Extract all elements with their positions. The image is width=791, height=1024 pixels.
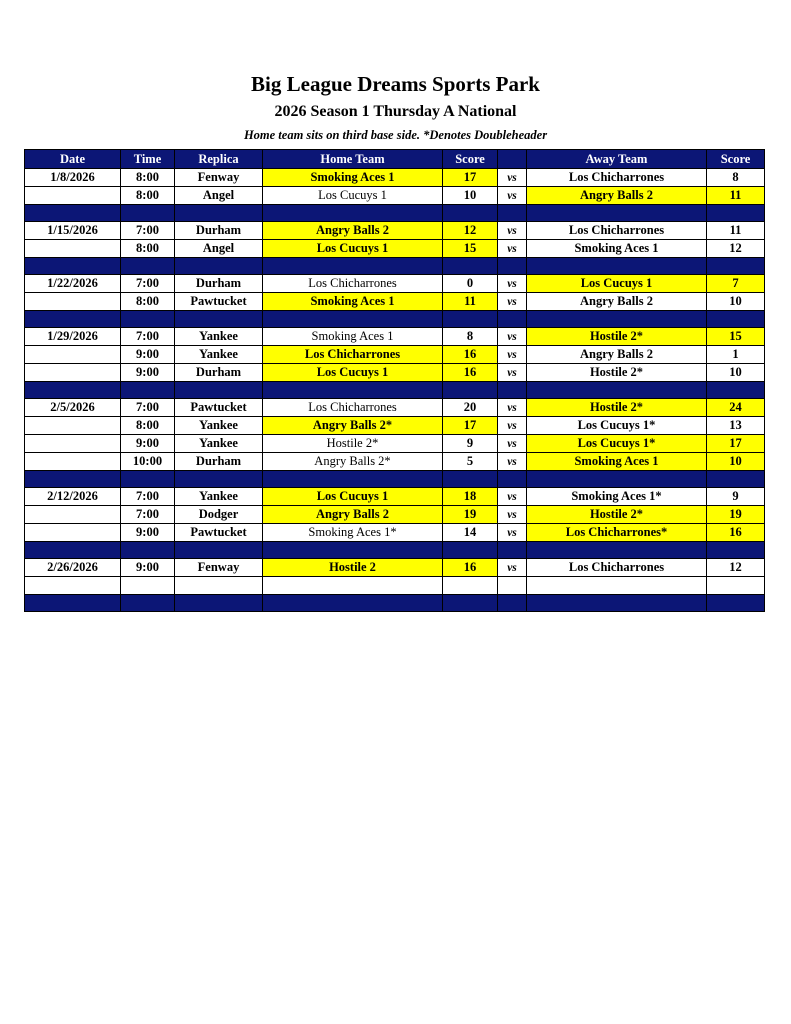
vs-cell <box>498 577 527 595</box>
home-score-cell: 12 <box>443 222 498 240</box>
separator-cell <box>443 595 498 612</box>
away-team-cell: Los Chicharrones* <box>527 524 707 542</box>
separator-cell <box>498 471 527 488</box>
separator-cell <box>527 382 707 399</box>
home-team-cell: Hostile 2 <box>263 559 443 577</box>
separator-cell <box>263 471 443 488</box>
separator-cell <box>443 258 498 275</box>
home-score-cell: 16 <box>443 346 498 364</box>
away-score-cell: 7 <box>707 275 765 293</box>
schedule-table <box>24 149 765 612</box>
time-cell: 9:00 <box>121 435 175 453</box>
vs-cell: vs <box>498 187 527 205</box>
away-score-cell: 16 <box>707 524 765 542</box>
home-team-cell: Los Cucuys 1 <box>263 364 443 382</box>
separator-cell <box>263 311 443 328</box>
home-team-cell: Los Cucuys 1 <box>263 488 443 506</box>
away-team-cell: Hostile 2* <box>527 506 707 524</box>
away-team-cell <box>527 577 707 595</box>
column-header-replica: Replica <box>175 150 263 169</box>
time-cell: 10:00 <box>121 453 175 471</box>
away-team-cell: Hostile 2* <box>527 399 707 417</box>
separator-cell <box>25 542 121 559</box>
home-team-cell: Angry Balls 2* <box>263 453 443 471</box>
home-score-cell: 9 <box>443 435 498 453</box>
table-row <box>25 169 765 187</box>
replica-cell: Durham <box>175 364 263 382</box>
away-score-cell: 24 <box>707 399 765 417</box>
away-score-cell: 10 <box>707 293 765 311</box>
separator-cell <box>175 311 263 328</box>
table-row <box>25 328 765 346</box>
separator-cell <box>498 595 527 612</box>
home-score-cell: 5 <box>443 453 498 471</box>
replica-cell: Pawtucket <box>175 524 263 542</box>
week-separator-row <box>25 382 765 399</box>
table-row <box>25 346 765 364</box>
replica-cell: Durham <box>175 275 263 293</box>
time-cell: 7:00 <box>121 328 175 346</box>
home-score-cell: 8 <box>443 328 498 346</box>
separator-cell <box>707 595 765 612</box>
home-score-cell: 20 <box>443 399 498 417</box>
separator-cell <box>121 258 175 275</box>
column-header-date: Date <box>25 150 121 169</box>
home-score-cell: 11 <box>443 293 498 311</box>
separator-cell <box>498 382 527 399</box>
separator-cell <box>527 311 707 328</box>
date-cell <box>25 293 121 311</box>
separator-cell <box>707 471 765 488</box>
table-row <box>25 399 765 417</box>
table-row <box>25 187 765 205</box>
separator-cell <box>263 205 443 222</box>
away-team-cell: Smoking Aces 1* <box>527 488 707 506</box>
separator-cell <box>175 258 263 275</box>
home-team-cell: Hostile 2* <box>263 435 443 453</box>
replica-cell: Fenway <box>175 559 263 577</box>
vs-cell: vs <box>498 346 527 364</box>
separator-cell <box>527 542 707 559</box>
separator-cell <box>498 258 527 275</box>
separator-cell <box>175 595 263 612</box>
date-cell: 1/15/2026 <box>25 222 121 240</box>
week-separator-row <box>25 595 765 612</box>
replica-cell: Fenway <box>175 169 263 187</box>
separator-cell <box>443 471 498 488</box>
separator-cell <box>707 205 765 222</box>
date-cell <box>25 346 121 364</box>
away-team-cell: Angry Balls 2 <box>527 346 707 364</box>
separator-cell <box>25 258 121 275</box>
away-team-cell: Los Chicharrones <box>527 169 707 187</box>
time-cell: 8:00 <box>121 417 175 435</box>
away-team-cell: Los Chicharrones <box>527 222 707 240</box>
away-team-cell: Los Cucuys 1 <box>527 275 707 293</box>
replica-cell: Yankee <box>175 417 263 435</box>
time-cell: 8:00 <box>121 293 175 311</box>
date-cell: 2/26/2026 <box>25 559 121 577</box>
vs-cell: vs <box>498 328 527 346</box>
home-team-cell: Smoking Aces 1* <box>263 524 443 542</box>
away-score-cell: 11 <box>707 187 765 205</box>
date-cell: 1/29/2026 <box>25 328 121 346</box>
separator-cell <box>263 542 443 559</box>
table-row <box>25 417 765 435</box>
separator-cell <box>443 542 498 559</box>
home-team-cell: Los Chicharrones <box>263 346 443 364</box>
away-team-cell: Hostile 2* <box>527 364 707 382</box>
home-team-cell: Smoking Aces 1 <box>263 293 443 311</box>
away-score-cell: 12 <box>707 559 765 577</box>
time-cell: 7:00 <box>121 275 175 293</box>
table-row <box>25 506 765 524</box>
column-header-away-team: Away Team <box>527 150 707 169</box>
home-team-cell: Angry Balls 2 <box>263 506 443 524</box>
separator-cell <box>121 542 175 559</box>
vs-cell: vs <box>498 435 527 453</box>
separator-cell <box>498 205 527 222</box>
column-header-vs <box>498 150 527 169</box>
away-score-cell: 9 <box>707 488 765 506</box>
away-team-cell: Los Cucuys 1* <box>527 435 707 453</box>
home-score-cell: 15 <box>443 240 498 258</box>
away-score-cell: 10 <box>707 364 765 382</box>
table-row <box>25 435 765 453</box>
schedule-note: Home team sits on third base side. *Denotes Doubleheader <box>243 128 548 142</box>
date-cell: 1/8/2026 <box>25 169 121 187</box>
separator-cell <box>707 382 765 399</box>
table-header-row <box>25 150 765 169</box>
separator-cell <box>25 205 121 222</box>
week-separator-row <box>25 311 765 328</box>
away-team-cell: Angry Balls 2 <box>527 187 707 205</box>
column-header-time: Time <box>121 150 175 169</box>
separator-cell <box>443 205 498 222</box>
table-row <box>25 453 765 471</box>
separator-cell <box>443 311 498 328</box>
home-score-cell: 14 <box>443 524 498 542</box>
home-team-cell: Angry Balls 2* <box>263 417 443 435</box>
away-team-cell: Smoking Aces 1 <box>527 453 707 471</box>
home-score-cell: 17 <box>443 417 498 435</box>
replica-cell: Pawtucket <box>175 293 263 311</box>
replica-cell: Dodger <box>175 506 263 524</box>
column-header-away-score: Score <box>707 150 765 169</box>
table-row <box>25 364 765 382</box>
separator-cell <box>527 471 707 488</box>
away-score-cell: 10 <box>707 453 765 471</box>
home-team-cell <box>263 577 443 595</box>
time-cell <box>121 577 175 595</box>
vs-cell: vs <box>498 293 527 311</box>
home-score-cell: 16 <box>443 364 498 382</box>
replica-cell <box>175 577 263 595</box>
separator-cell <box>263 382 443 399</box>
separator-cell <box>263 595 443 612</box>
date-cell <box>25 453 121 471</box>
away-team-cell: Los Chicharrones <box>527 559 707 577</box>
separator-cell <box>527 595 707 612</box>
time-cell: 7:00 <box>121 399 175 417</box>
time-cell: 9:00 <box>121 524 175 542</box>
separator-cell <box>25 595 121 612</box>
table-row <box>25 577 765 595</box>
vs-cell: vs <box>498 222 527 240</box>
time-cell: 9:00 <box>121 364 175 382</box>
home-score-cell: 10 <box>443 187 498 205</box>
replica-cell: Angel <box>175 187 263 205</box>
week-separator-row <box>25 258 765 275</box>
away-score-cell: 1 <box>707 346 765 364</box>
vs-cell: vs <box>498 417 527 435</box>
table-row <box>25 222 765 240</box>
replica-cell: Yankee <box>175 435 263 453</box>
away-team-cell: Hostile 2* <box>527 328 707 346</box>
table-row <box>25 240 765 258</box>
separator-cell <box>175 471 263 488</box>
separator-cell <box>121 471 175 488</box>
away-score-cell: 11 <box>707 222 765 240</box>
separator-cell <box>25 311 121 328</box>
vs-cell: vs <box>498 364 527 382</box>
table-row <box>25 559 765 577</box>
replica-cell: Angel <box>175 240 263 258</box>
separator-cell <box>443 382 498 399</box>
time-cell: 7:00 <box>121 506 175 524</box>
replica-cell: Durham <box>175 222 263 240</box>
separator-cell <box>121 595 175 612</box>
date-cell <box>25 417 121 435</box>
separator-cell <box>175 205 263 222</box>
away-score-cell: 12 <box>707 240 765 258</box>
replica-cell: Pawtucket <box>175 399 263 417</box>
schedule-body <box>25 169 765 612</box>
time-cell: 9:00 <box>121 559 175 577</box>
separator-cell <box>707 311 765 328</box>
vs-cell: vs <box>498 559 527 577</box>
separator-cell <box>25 471 121 488</box>
week-separator-row <box>25 471 765 488</box>
time-cell: 9:00 <box>121 346 175 364</box>
away-score-cell: 17 <box>707 435 765 453</box>
separator-cell <box>263 258 443 275</box>
table-row <box>25 275 765 293</box>
separator-cell <box>707 542 765 559</box>
date-cell <box>25 577 121 595</box>
separator-cell <box>527 258 707 275</box>
date-cell: 2/5/2026 <box>25 399 121 417</box>
away-team-cell: Angry Balls 2 <box>527 293 707 311</box>
table-row <box>25 524 765 542</box>
time-cell: 8:00 <box>121 187 175 205</box>
vs-cell: vs <box>498 506 527 524</box>
separator-cell <box>175 542 263 559</box>
away-score-cell: 13 <box>707 417 765 435</box>
vs-cell: vs <box>498 399 527 417</box>
away-team-cell: Smoking Aces 1 <box>527 240 707 258</box>
home-team-cell: Angry Balls 2 <box>263 222 443 240</box>
week-separator-row <box>25 542 765 559</box>
time-cell: 8:00 <box>121 169 175 187</box>
away-score-cell: 15 <box>707 328 765 346</box>
date-cell: 2/12/2026 <box>25 488 121 506</box>
separator-cell <box>498 311 527 328</box>
vs-cell: vs <box>498 169 527 187</box>
vs-cell: vs <box>498 488 527 506</box>
table-row <box>25 293 765 311</box>
date-cell <box>25 240 121 258</box>
column-header-home-team: Home Team <box>263 150 443 169</box>
replica-cell: Yankee <box>175 346 263 364</box>
replica-cell: Yankee <box>175 328 263 346</box>
home-score-cell: 0 <box>443 275 498 293</box>
vs-cell: vs <box>498 275 527 293</box>
page-title: Big League Dreams Sports Park <box>251 72 540 96</box>
date-cell <box>25 364 121 382</box>
home-team-cell: Los Chicharrones <box>263 399 443 417</box>
date-cell <box>25 506 121 524</box>
home-team-cell: Smoking Aces 1 <box>263 328 443 346</box>
date-cell <box>25 524 121 542</box>
home-score-cell <box>443 577 498 595</box>
separator-cell <box>498 542 527 559</box>
home-score-cell: 19 <box>443 506 498 524</box>
replica-cell: Yankee <box>175 488 263 506</box>
separator-cell <box>121 311 175 328</box>
away-team-cell: Los Cucuys 1* <box>527 417 707 435</box>
vs-cell: vs <box>498 453 527 471</box>
separator-cell <box>527 205 707 222</box>
away-score-cell <box>707 577 765 595</box>
week-separator-row <box>25 205 765 222</box>
time-cell: 7:00 <box>121 488 175 506</box>
separator-cell <box>121 205 175 222</box>
separator-cell <box>121 382 175 399</box>
table-row <box>25 488 765 506</box>
vs-cell: vs <box>498 524 527 542</box>
page-subtitle: 2026 Season 1 Thursday A National <box>274 103 517 120</box>
home-score-cell: 16 <box>443 559 498 577</box>
separator-cell <box>175 382 263 399</box>
vs-cell: vs <box>498 240 527 258</box>
date-cell <box>25 187 121 205</box>
date-cell: 1/22/2026 <box>25 275 121 293</box>
time-cell: 7:00 <box>121 222 175 240</box>
column-header-home-score: Score <box>443 150 498 169</box>
separator-cell <box>25 382 121 399</box>
away-score-cell: 19 <box>707 506 765 524</box>
time-cell: 8:00 <box>121 240 175 258</box>
home-team-cell: Los Cucuys 1 <box>263 240 443 258</box>
home-score-cell: 18 <box>443 488 498 506</box>
home-team-cell: Smoking Aces 1 <box>263 169 443 187</box>
date-cell <box>25 435 121 453</box>
home-team-cell: Los Cucuys 1 <box>263 187 443 205</box>
replica-cell: Durham <box>175 453 263 471</box>
separator-cell <box>707 258 765 275</box>
away-score-cell: 8 <box>707 169 765 187</box>
home-score-cell: 17 <box>443 169 498 187</box>
home-team-cell: Los Chicharrones <box>263 275 443 293</box>
